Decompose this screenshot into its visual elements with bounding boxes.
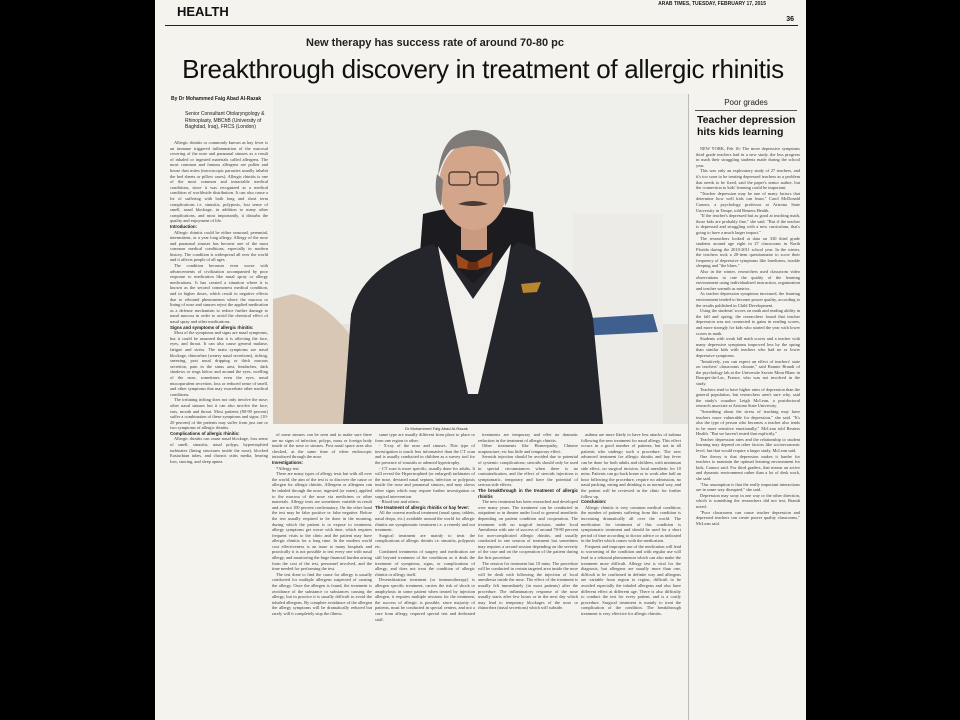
sidebar-kicker-rule bbox=[695, 110, 797, 111]
paragraph: Surgical treatment are mainly to treat the complications of allergic rhinitis i.e. sinusitis, polyposis etc. bbox=[375, 532, 475, 549]
paragraph: Students with weak fall math scores and a teacher with many depressive symptoms improved less by the spring than similar kids with teachers who had no or lower depressive symptoms. bbox=[696, 336, 800, 358]
paragraph: The researchers looked at data on 330 third grade students around age eight in 27 classrooms in North Florida during the 2010-2011 school year. In the winter, the teachers took a 20-item questionnaire to score their frequency of depressive symptoms like loneliness, trouble sleeping and "the blues." bbox=[696, 235, 800, 269]
sidebar-story-body bbox=[696, 146, 800, 720]
paragraph: Teachers tend to have higher rates of depression than the general population, but researchers aren't sure why, said the study's coauthor Leigh McLean, a postdoctoral research associate at Arizona State University. bbox=[696, 386, 800, 409]
dateline: ARAB TIMES, TUESDAY, FEBRUARY 17, 2015 bbox=[658, 1, 766, 7]
subheading: Introduction: bbox=[170, 223, 198, 229]
subheading: Complications of allergic rhinitis: bbox=[170, 430, 240, 436]
paragraph: There are many types of allergy tests but with all over the world, the aim of the test is to discover the cause or allergen for allergic rhinitis. Allergens or allergens can be inhaled through the nose, ingested (or eaten), applied to the mucosa of the nose via medicines or other materials. Allergy tests are sometimes variable in result and are not 100 percent confirmatory. On the other hand the test may be false positive or false negative. Before the test usually required to be done in the morning, during which the patient is to expose to treatment, allergy symptoms get worse with time, which requires frequent visits to the clinic and the patient may have allergic rhinitis for a long time. In the modern world cost effectiveness is an issue to many hospitals and practically it is not possible to test every one with nasal allergy, and monitoring the huge financial burden arising from the cost of the test, personnel involved, and the time needed for performing the test. bbox=[272, 471, 372, 572]
author-credentials: Senior Consultant Otolaryngology & Rhinoplasty, MBChB (University of Baghdad, Iraq), FRCS (London) bbox=[185, 111, 265, 130]
article-column-2 bbox=[272, 432, 372, 720]
paragraph: Combined treatments of surgery and medication are still beyond treatment of the conditions as it deals the treatment of symptoms, signs, or complications of allergy, and does not treat the condition of allergic rhinitis or allergy itself. bbox=[375, 549, 475, 577]
paragraph: "Our assumption is that the really important interactions are in some way disrupted," she said. bbox=[696, 481, 800, 493]
paragraph: *Allergy test bbox=[276, 465, 299, 471]
paragraph: The session for treatment last 10 mins. The procedure will be conducted in certain targeted area inside the nose will be dealt with following the injection of local anesthesia inside the nose. The effect of the treatment is usually felt immediately (in most patients) after the procedure. The inflammatory response of the nose usually starts after few hours or in the next day which may lead to temporary blockages of the nose or rhinorrhea (nasal secretions) which will subside. bbox=[478, 560, 578, 611]
article-column-3 bbox=[375, 432, 475, 720]
newspaper-page bbox=[155, 0, 806, 720]
paragraph: "If the teacher's depressed but as good at teaching math, those kids are probably fine," she said. "But if the teacher is depressed and struggling with a new curriculum, that's going to have a much larger impact." bbox=[696, 213, 800, 235]
paragraph: The condition becomes even worse with advancements of civilization accompanied by poor response to medication like nasal spray or allergy medications. It has created a situation where it is known as the second commonest medical condition, and in higher doses, which result in negative effects due to rebound phenomenon where the mucosa or lining of nose and sinuses reject the applied medication as a defense mechanism to reduce further damage to nasal mucosa in order to avoid the chemical effect of nasal spray and other medications. bbox=[170, 263, 268, 324]
section-label: HEALTH bbox=[177, 4, 229, 19]
paragraph: Depression may sway in one way or the other direction, which is something the researchers did not test, Brandt noted. bbox=[696, 492, 800, 509]
paragraph: This was only an exploratory study of 27 teachers, and it's too soon to be treating depressed teachers as a problem that needs to be fixed, said the paper's senior author, but the connection to kids' learning could be important. bbox=[696, 168, 800, 191]
article-column-5 bbox=[581, 432, 681, 720]
paragraph: "Something about the stress of teaching may have teachers more vulnerable for depression," she said. "It's also the type of person who becomes a teacher also tends to be more sensitive emotionally," McLean told Reuters Health. "But we haven't tested that explicitly." bbox=[696, 408, 800, 437]
paragraph: Using the students' scores on math and reading ability in the fall and spring, the researchers found that teacher depression was not connected to gains in reading scores, and more strongly for kids who started the year with lower scores in math. bbox=[696, 308, 800, 336]
subheading: The treatment of allergic rhinitis or hay fever: bbox=[375, 504, 470, 510]
subheading: Conclusion: bbox=[581, 499, 607, 505]
paragraph: Most of the symptoms and signs are nasal symptoms, but it could be assumed that it is affecting the face, eyes, and throat. It can also cause general malaise, fatigue and stress. The main symptoms are nasal blockage, rhinorrhea (watery nasal secretions), itching, sneezing, post nasal dripping or thick mucous secretion, pain in the sinus area, headaches, dark shadows or rings below and around the eyes, swelling of the nose, sometimes even the eyes, nasal mucopurulent secretion, loss or reduced sense of smell, and other symptoms that may exacerbate other medical conditions. bbox=[170, 330, 268, 397]
paragraph: Frequent and improper use of the medication will lead to worsening of the condition and with regular use will lead to a rebound phenomenon which can also make the treatment more difficult. Allergy test is vital for the diagnosis, but allergens are usually more than one, difficult to be confirmed in definite way and allergens are variable from region to region, difficult to be avoided especially the inhaled allergens and also have different effect at different age. There is also difficulty to conduct the test for every patient, and is a costly procedure. Surgical treatment is mainly to treat the complication of the condition. The breakthrough treatment is very effective for allergic rhinitis. bbox=[581, 543, 681, 616]
article-headline: Breakthrough discovery in treatment of allergic rhinitis bbox=[182, 54, 784, 84]
subheading: Signs and symptoms of allergic rhinitis: bbox=[170, 324, 254, 330]
paragraph: "Teacher depression may be one of many factors that determine how well kids can learn," Carol McDonald Connor, a psychology professor at Arizona State University in Tempe, told Reuters Health. bbox=[696, 190, 800, 213]
paragraph: One theory is that depression makes it harder for teachers to maintain the optimal learning environment for kids, Connor said. For third graders, that means an active and dynamic environment rather than a lot of desk work, she said. bbox=[696, 453, 800, 482]
page-number: 36 bbox=[786, 16, 794, 23]
paragraph: Other treatments like Homeopathy, Chinese acupuncture, etc has little and temporary effect. bbox=[478, 443, 578, 454]
paragraph: - Blood test and others. bbox=[379, 499, 420, 505]
paragraph: - CT scan is more specific, usually done for adults. It will reveal the Hypertrophied (or enlarged) turbinates of the nose, deviated nasal septum, infection or polyposis inside the nose and paranasal sinuses, and may shows other signs which may require further investigation or surgical intervention. bbox=[375, 465, 475, 499]
photo-caption: Dr Mohammed Faig Abad Al-Razak bbox=[405, 426, 468, 431]
subheading: Investigations: bbox=[272, 459, 303, 465]
author-byline: By Dr Mohammed Faig Abad Al-Razak bbox=[171, 96, 262, 102]
paragraph: Allergic rhinitis or commonly known as hay fever is an immune triggered inflammation of the mucosal covering of the nose and paranasal sinuses as a result of inhaled or ingested materials called allergens. The most common and famous allergens are pollen and house dust mites (microscopic parasites usually inhabit the bed sheets or pillow cases). Allergic rhinitis is one of the most common and intractable medical conditions, since it was recognized as a medical condition of worldwide distribution. It can also cause a lot of suffering with both long and short term complications i.e. sinusitis, polyposis, lost sense of smell, nasal blockage, in addition to many other complications, and most importantly, it disturbs the quality and enjoyment of life. bbox=[170, 140, 268, 224]
paragraph: All the current medical treatment (nasal spray, tablets, nasal drops, etc.) available around the world for allergic rhinitis are symptomatic treatment i.e. a remedy and not treatment. bbox=[375, 510, 475, 533]
paragraph: same type are usually different from place to place or from one region to other. bbox=[375, 432, 475, 443]
paragraph: - X-ray of the nose and sinuses. This type of investigation is much less informative than the CT scan and is usually conducted in children as a survey tool for the presence of sinusitis or adenoid hypertrophy. bbox=[375, 443, 475, 465]
masthead-rule bbox=[165, 25, 798, 26]
paragraph: Steroids injection should be avoided due to potential of systemic complications; steroids should only be used in special circumstances when there is no contraindication, and the effect of steroids injections is symptomatic, temporary and have the potential of serious side effects. bbox=[478, 454, 578, 488]
sidebar-kicker: Poor grades bbox=[724, 98, 768, 107]
paragraph: treatments are temporary and offer no dramatic reduction in the treatment of allergic rhinitis. bbox=[478, 432, 578, 443]
sidebar-divider bbox=[688, 94, 689, 720]
sidebar-headline: Teacher depression hits kids learning bbox=[697, 114, 796, 138]
paragraph: The test done to find the cause for allergy is usually conducted for multiple allergens suspected of causing the allergy. Once the allergen is found, the treatment is avoidance of the substance or substances causing the allergy, but in practice it is usually difficult to avoid the inhaled allergens. By complete avoidance of the allergen the allergy symptoms will be dramatically reduced but rarely will it completely stop the illness. bbox=[272, 571, 372, 616]
paragraph: asthma are more likely to have less attacks of asthma following the new treatment for nasal allergy. This effect occurs in a good number of patients, but not in all patients who undergo such a procedure. The new advanced treatment for allergic rhinitis and hay fever can be done for both adults and children, with minimum side effect, no surgical incision, local anesthetic for 10 mins. Patients can go back home or to work after half an hour following the procedure, require no admission, no nasal packing, eating and drinking is as normal way, and the patient will be reviewed in the clinic for further follow up. bbox=[581, 432, 681, 499]
paragraph: As teacher depression symptoms increased, the learning environment tended to become poorer quality, according to the results published in Child Development. bbox=[696, 291, 800, 308]
article-column-1 bbox=[170, 140, 268, 720]
paragraph: The new treatment has been researched and developed over many years. The treatment can be conducted in outpatient or in theater under local or general anesthetic depending on patient condition and cooperation. The treatment with no surgical incision, under local Anesthesia with rate of success of around 70-80 percent for non-complicated allergic rhinitis, and usually conducted in one session of treatment but sometimes may requires a second session depending on the severity of the case and on the cooperation of the patient during the first procedure. bbox=[478, 499, 578, 561]
article-kicker: New therapy has success rate of around 70-80 pc bbox=[306, 37, 564, 49]
paragraph: Also in the winter, researchers used classroom video observations to rate the quality of the learning environment using individualized instruction, organization and teacher warmth as metrics. bbox=[696, 269, 800, 291]
article-column-4 bbox=[478, 432, 578, 720]
paragraph: Allergic rhinitis can cause nasal blockage, loss sense of smell, sinusitis, nasal polyps, hypertrophied turbinates (lining structures inside the nose), blocked Eustachian tubes, and chronic otitis media, hearing loss, snoring, and sleep apnea. bbox=[170, 436, 268, 464]
paragraph: Allergic rhinitis is very common medical condition; the number of patients suffering from this condition is increasing dramatically all over the world. The medication for treatment of this condition is symptomatic treatment and should be used for a short period of time according to doctor advice or as indicated in the leaflet which comes with the medication. bbox=[581, 504, 681, 544]
paragraph: Desensitization treatment (or immunotherapy) is allergen specific treatment, carries the risk of shock or anaphylaxis in some patient when treated by injection allergen, it requires multiple sessions for the treatment, the success of allergic is possible, since majority of patients, must be conducted in special centers, and not a cure from allergy, required special test and dedicated staff. bbox=[375, 577, 475, 622]
paragraph: "Poor classrooms can cause teacher depression and depressed teachers can create poorer quality classrooms," McLean said. bbox=[696, 509, 800, 526]
paragraph: The irritating itching does not only involve the nose; other nasal sinuses but it can also involve the face, ears, mouth and throat. Most patients (80-90 percent) suffer a combination of these symptoms and signs. (10-20 percent) of the patients may suffer from just one or two symptoms of allergic rhinitis. bbox=[170, 397, 268, 431]
paragraph: of some sinuses can be seen and to make sure there are no signs of infection, polyps, mass or foreign body inside of the nose or sinuses. Post nasal space area also checked, at the same time of when endoscopic introduced through the nose. bbox=[272, 432, 372, 460]
paragraph: "Intuitively, you can expect an effect of teachers' state on teachers' classrooms climate," said Bonnie Brandt of the psychology lab at the Universite Savoie Mont Blanc in Bourget-du-Lac, France, who was not involved in the study. bbox=[696, 358, 800, 386]
subheading: The breakthrough in the treatment of allergic rhinitis bbox=[478, 487, 578, 499]
paragraph: NEW YORK, Feb 16: The more depressive symptoms third grade teachers had in a new study, the less progress in math their struggling students made during the school year. bbox=[696, 146, 800, 168]
author-portrait-image bbox=[273, 94, 689, 424]
paragraph: Allergic rhinitis could be either seasonal, perennial, intermittent, or a year long allergy. Allergy of the nose and paranasal sinuses has become one of the most common medical conditions, especially in modern history. The condition is widespread all over the world and it affects people of all ages. bbox=[170, 229, 268, 263]
paragraph: Teacher depression rates and the relationship to student learning may depend on other factors like socioeconomic level, but that would require a larger study, McLean said. bbox=[696, 436, 800, 454]
author-photo bbox=[273, 94, 689, 424]
